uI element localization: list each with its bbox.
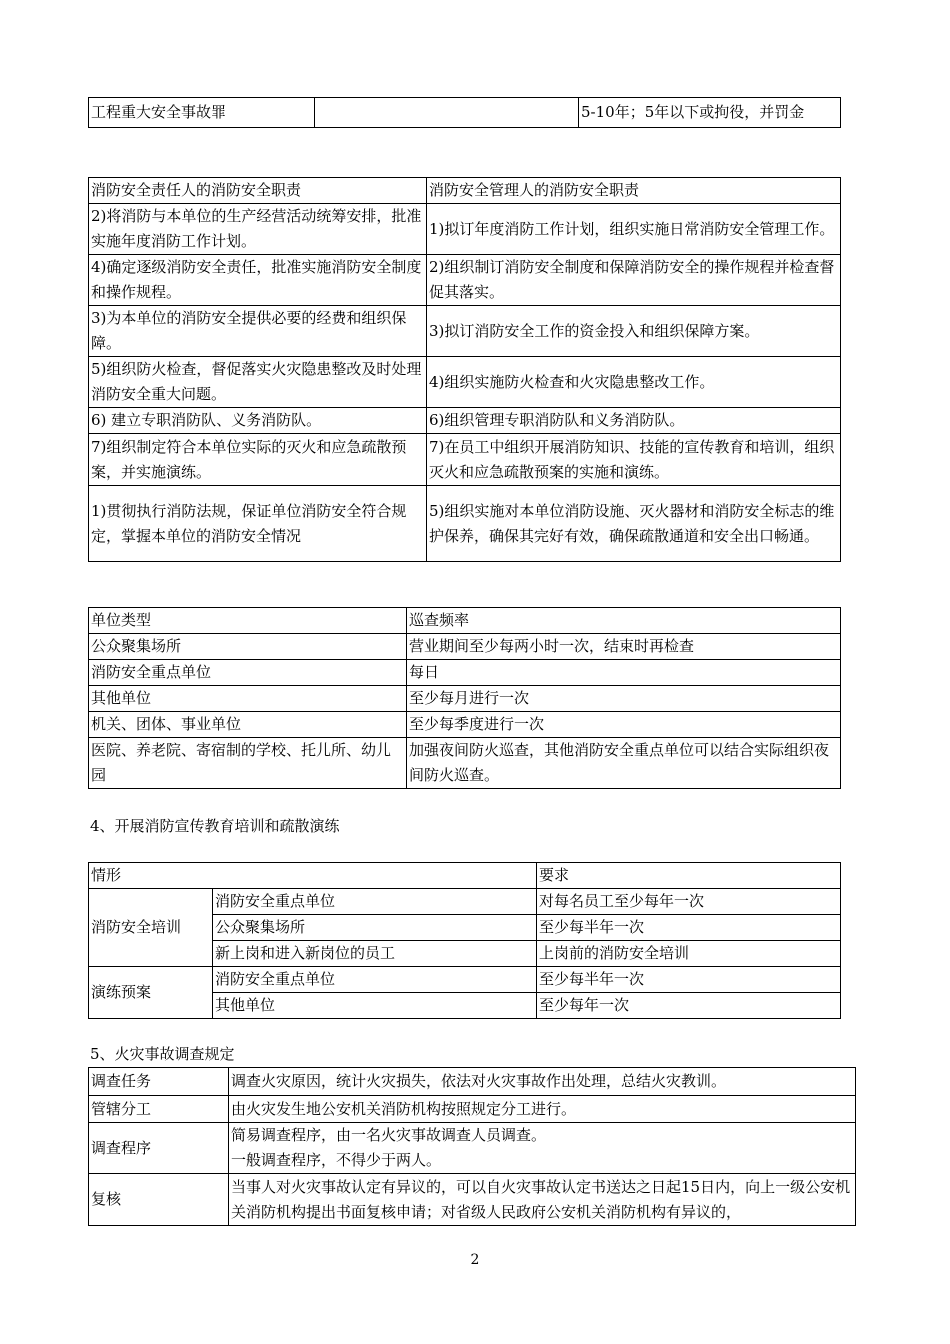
table-cell: 由火灾发生地公安机关消防机构按照规定分工进行。 — [229, 1096, 856, 1123]
label-cell: 调查任务 — [89, 1068, 229, 1096]
patrol-frequency-table — [88, 607, 841, 789]
table-cell: 新上岗和进入新岗位的员工 — [213, 941, 537, 967]
penalty-table — [88, 97, 841, 128]
table-cell: 消防安全重点单位 — [213, 967, 537, 993]
table-cell: 加强夜间防火巡查，其他消防安全重点单位可以结合实际组织夜间防火巡查。 — [407, 738, 841, 789]
table-cell: 其他单位 — [89, 686, 407, 712]
table-cell: 1)贯彻执行消防法规，保证单位消防安全符合规定，掌握本单位的消防安全情况 — [89, 486, 427, 562]
table-cell: 7)在员工中组织开展消防知识、技能的宣传教育和培训，组织灭火和应急疏散预案的实施和演练。 — [427, 434, 841, 486]
table-cell: 消防安全重点单位 — [89, 660, 407, 686]
table-cell: 至少每半年一次 — [537, 967, 841, 993]
table-cell: 公众聚集场所 — [213, 915, 537, 941]
section-4-heading: 4、开展消防宣传教育培训和疏散演练 — [90, 817, 340, 835]
table-cell: 至少每半年一次 — [537, 915, 841, 941]
table-cell: 营业期间至少每两小时一次，结束时再检查 — [407, 634, 841, 660]
crime-name-cell: 工程重大安全事故罪 — [89, 98, 315, 128]
table-cell: 医院、养老院、寄宿制的学校、托儿所、幼儿园 — [89, 738, 407, 789]
table-cell: 至少每月进行一次 — [407, 686, 841, 712]
training-drill-table — [88, 862, 841, 1019]
table-cell: 4)确定逐级消防安全责任，批准实施消防安全制度和操作规程。 — [89, 255, 427, 306]
header-cell: 消防安全责任人的消防安全职责 — [89, 178, 427, 204]
table-cell: 上岗前的消防安全培训 — [537, 941, 841, 967]
page-number: 2 — [470, 1252, 480, 1268]
empty-cell — [315, 98, 579, 128]
table-cell: 6)组织管理专职消防队和义务消防队。 — [427, 408, 841, 434]
header-cell: 要求 — [537, 863, 841, 889]
header-cell: 单位类型 — [89, 608, 407, 634]
table-cell: 1)拟订年度消防工作计划，组织实施日常消防安全管理工作。 — [427, 204, 841, 255]
label-cell: 复核 — [89, 1174, 229, 1226]
group-label-cell: 消防安全培训 — [89, 889, 213, 967]
header-cell: 巡查频率 — [407, 608, 841, 634]
table-cell: 公众聚集场所 — [89, 634, 407, 660]
table-cell: 5)组织实施对本单位消防设施、灭火器材和消防安全标志的维护保养，确保其完好有效，确保疏散通道和安全出口畅通。 — [427, 486, 841, 562]
table-cell: 2)组织制订消防安全制度和保障消防安全的操作规程并检查督促其落实。 — [427, 255, 841, 306]
table-cell: 调查火灾原因，统计火灾损失，依法对火灾事故作出处理，总结火灾教训。 — [229, 1068, 856, 1096]
header-cell: 消防安全管理人的消防安全职责 — [427, 178, 841, 204]
section-5-heading: 5、火灾事故调查规定 — [90, 1045, 235, 1063]
label-cell: 调查程序 — [89, 1123, 229, 1174]
fire-safety-duties-table — [88, 177, 841, 562]
table-cell: 当事人对火灾事故认定有异议的，可以自火灾事故认定书送达之日起15日内，向上一级公安机关消防机构提出书面复核申请；对省级人民政府公安机关消防机构有异议的， — [229, 1174, 856, 1226]
table-cell: 简易调查程序，由一名火灾事故调查人员调查。 一般调查程序，不得少于两人。 — [229, 1123, 856, 1174]
table-cell: 至少每年一次 — [537, 993, 841, 1019]
header-cell: 情形 — [89, 863, 537, 889]
penalty-cell: 5-10年；5年以下或拘役，并罚金 — [579, 98, 841, 128]
table-cell: 2)将消防与本单位的生产经营活动统筹安排，批准实施年度消防工作计划。 — [89, 204, 427, 255]
table-cell: 每日 — [407, 660, 841, 686]
table-cell: 4)组织实施防火检查和火灾隐患整改工作。 — [427, 357, 841, 408]
table-cell: 7)组织制定符合本单位实际的灭火和应急疏散预案，并实施演练。 — [89, 434, 427, 486]
table-cell: 消防安全重点单位 — [213, 889, 537, 915]
fire-investigation-table — [88, 1067, 856, 1226]
table-cell: 6) 建立专职消防队、义务消防队。 — [89, 408, 427, 434]
table-cell: 对每名员工至少每年一次 — [537, 889, 841, 915]
label-cell: 管辖分工 — [89, 1096, 229, 1123]
group-label-cell: 演练预案 — [89, 967, 213, 1019]
table-cell: 至少每季度进行一次 — [407, 712, 841, 738]
table-cell: 其他单位 — [213, 993, 537, 1019]
table-cell: 3)拟订消防安全工作的资金投入和组织保障方案。 — [427, 306, 841, 357]
table-cell: 机关、团体、事业单位 — [89, 712, 407, 738]
table-cell: 3)为本单位的消防安全提供必要的经费和组织保障。 — [89, 306, 427, 357]
table-cell: 5)组织防火检查，督促落实火灾隐患整改及时处理消防安全重大问题。 — [89, 357, 427, 408]
